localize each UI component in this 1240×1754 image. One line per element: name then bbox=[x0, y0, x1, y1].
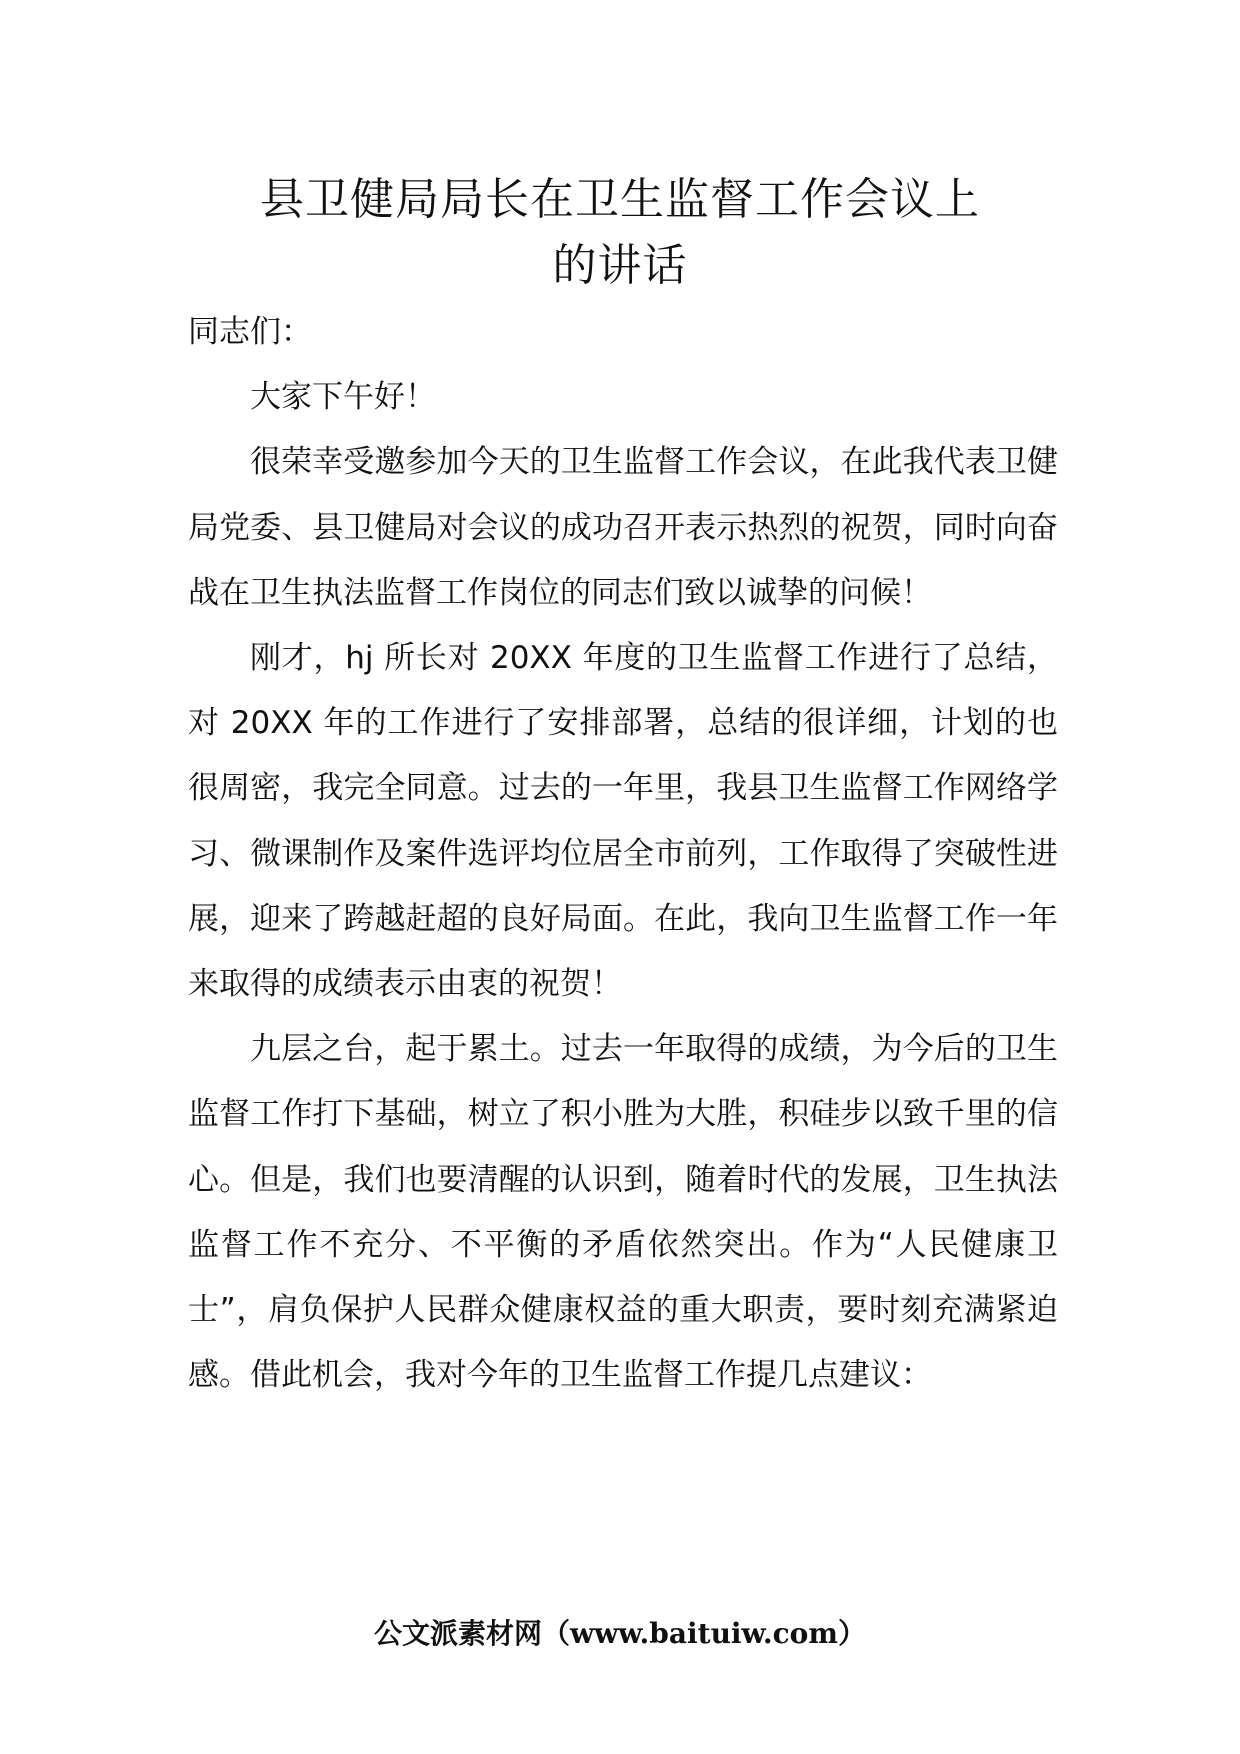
document-title-line-2: 的讲话 bbox=[552, 240, 688, 291]
document-body bbox=[188, 300, 1058, 1408]
watermark-footer: 公文派素材网（www.baituiw.com） bbox=[374, 1617, 866, 1650]
paragraph-outlook: 九层之台，起于累土。过去一年取得的成绩，为今后的卫生监督工作打下基础，树立了积小胜为大胜，积硅步以致千里的信心。但是，我们也要清醒的认识到，随着时代的发展，卫生执法监督工作不充分、不平衡的矛盾依然突出。作为“人民健康卫士”，肩负保护人民群众健康权益的重大职责，要时刻充满紧迫感。借此机会，我对今年的卫生监督工作提几点建议： bbox=[188, 1031, 1058, 1394]
paragraph-opening: 很荣幸受邀参加今天的卫生监督工作会议，在此我代表卫健局党委、县卫健局对会议的成功召开表示热烈的祝贺，同时向奋战在卫生执法监督工作岗位的同志们致以诚挚的问候！ bbox=[188, 444, 1058, 611]
paragraph-summary: 刚才，hj 所长对 20XX 年度的卫生监督工作进行了总结，对 20XX 年的工作进行了安排部署，总结的很详细，计划的也很周密，我完全同意。过去的一年里，我县卫生监督工作网络学习、微课制作及案件选评均位居全市前列，工作取得了突破性进展，迎来了跨越赶超的良好局面。在此，我向卫生监督工作一年来取得的成绩表示由衷的祝贺！ bbox=[188, 640, 1058, 1003]
salutation: 同志们： bbox=[188, 314, 312, 350]
document-title-line-1: 县卫健局局长在卫生监督工作会议上 bbox=[260, 174, 980, 225]
paragraph-greeting: 大家下午好！ bbox=[250, 379, 436, 416]
